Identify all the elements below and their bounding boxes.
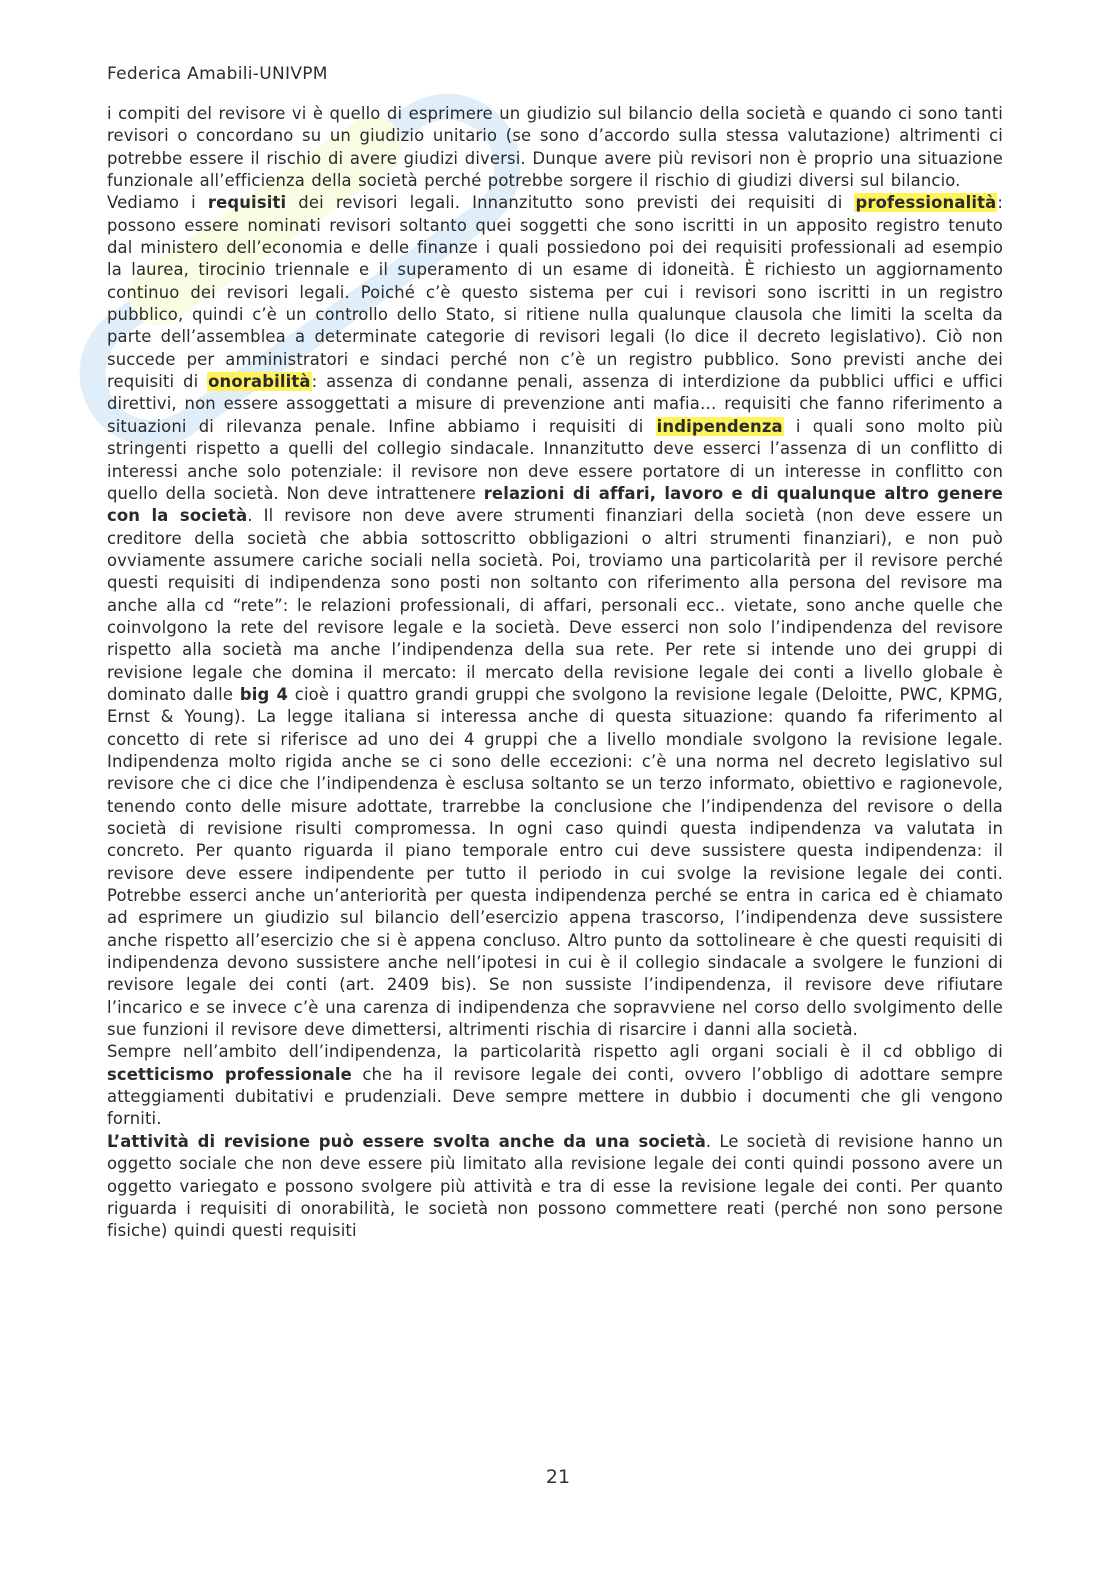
document-body [107, 103, 1003, 1243]
text-run: . Le società di revisione hanno un oggetto sociale che non deve essere più limitato alla revisione legale dei conti quindi possono avere un oggetto variegato e possono svolgere più attività e tra di esse la revisione legale dei conti. Per quanto riguarda i requisiti di onorabilità, le società non possono commettere reati (perché non sono persone fisiche) quindi questi requisiti [107, 1131, 1004, 1241]
paragraph [107, 1041, 1003, 1130]
bold-term: big 4 [239, 684, 289, 704]
paragraph [107, 1131, 1003, 1243]
text-run: i quali sono molto più stringenti rispetto a quelli del collegio sindacale. Innanzitutto deve esserci l’assenza di un conflitto di interessi anche solo potenziale: il revisore non deve essere portatore di un interesse in conflitto con quello della società. Non deve intrattenere [107, 416, 1003, 503]
text-run: Sempre nell’ambito dell’indipendenza, la particolarità rispetto agli organi sociali è il cd obbligo di [107, 1042, 1003, 1062]
text-run: i compiti del revisore vi è quello di esprimere un giudizio sul bilancio della società e quando ci sono tanti revisori o concordano su un giudizio unitario (se sono d’accordo sulla stessa valutazione) altrimenti ci potrebbe essere il rischio di avere giudizi diversi. Dunque avere più revisori non è proprio una situazione funzionale all’efficienza della società perché potrebbe sorgere il rischio di giudizi diversi sul bilancio. [107, 104, 1003, 191]
paragraph [107, 103, 1003, 192]
text-run: Vediamo i [107, 193, 208, 213]
highlighted-term: indipendenza [656, 416, 783, 436]
text-run: . Il revisore non deve avere strumenti finanziari della società (non deve essere un creditore della società che abbia sottoscritto obbligazioni o altri strumenti finanziari), e non può ovviamente assumere cariche sociali nella società. Poi, troviamo una particolarità per il revisore perché questi requisiti di indipendenza sono posti non soltanto con riferimento alla persona del revisore ma anche alla cd “rete”: le relazioni professionali, di affari, personali ecc.. vietate, sono anche quelle che coinvolgono la rete del revisore legale e la società. Deve esserci non solo l’indipendenza del revisore rispetto alla società ma anche l’indipendenza della sua rete. Per rete si intende uno dei gruppi di revisione legale che domina il mercato: il mercato della revisione legale dei conti a livello globale è dominato dalle [107, 506, 1003, 704]
bold-term: L’attività di revisione può essere svolta anche da una società [107, 1131, 706, 1151]
text-run: : assenza di condanne penali, assenza di interdizione da pubblici uffici e uffici direttivi, non essere assoggettati a misure di prevenzione anti mafia… requisiti che fanno riferimento a situazioni di rilevanza penale. Infine abbiamo i requisiti di [107, 372, 1003, 436]
highlighted-term: onorabilità [208, 372, 311, 392]
page-number: 21 [545, 1466, 571, 1488]
text-run: : possono essere nominati revisori soltanto quei soggetti che sono iscritti in un apposito registro tenuto dal ministero dell’economia e delle finanze i quali possiedono poi dei requisiti professionali ad esempio la laurea, tirocinio triennale e il superamento di un esame di idoneità. È richiesto un aggiornamento continuo dei revisori legali. Poiché c’è questo sistema per cui i revisori sono iscritti in un registro pubblico, quindi c’è un controllo dello Stato, si ritiene nulla qualunque clausola che limiti la scelta da parte dell’assemblea a determinate categorie di revisori legali (lo dice il decreto legislativo). Ciò non succede per amministratori e sindaci perché non c’è un registro pubblico. Sono previsti anche dei requisiti di [107, 193, 1003, 392]
bold-term: requisiti [207, 193, 287, 213]
bold-term: relazioni di affari, lavoro e di qualunque altro genere con la società [107, 483, 1003, 526]
document-header: Federica Amabili-UNIVPM [107, 64, 328, 84]
text-run: che ha il revisore legale dei conti, ovvero l’obbligo di adottare sempre atteggiamenti dubitativi e prudenziali. Deve sempre mettere in dubbio i documenti che gli vengono forniti. [107, 1064, 1003, 1129]
text-run: cioè i quattro grandi gruppi che svolgono la revisione legale (Deloitte, PWC, KPMG, Ernst & Young). La legge italiana si interessa anche di questa situazione: quando fa riferimento al concetto di rete si riferisce ad uno dei 4 gruppi che a livello mondiale svolgono la revisione legale. Indipendenza molto rigida anche se ci sono delle eccezioni: c’è una norma nel decreto legislativo sul revisore che ci dice che l’indipendenza è esclusa soltanto se un terzo informato, obiettivo e ragionevole, tenendo conto delle misure adottate, trarrebbe la conclusione che l’indipendenza del revisore o della società di revisione risulti compromessa. In ogni caso quindi questa indipendenza va valutata in concreto. Per quanto riguarda il piano temporale entro cui deve sussistere questa indipendenza: il revisore deve essere indipendente per tutto il periodo in cui svolge la revisione legale dei conti. Potrebbe esserci anche un’anteriorità per questa indipendenza perché se entra in carica ed è chiamato ad esprimere un giudizio sul bilancio dell’esercizio appena trascorso, l’indipendenza deve sussistere anche rispetto all’esercizio che si è appena concluso. Altro punto da sottolineare è che questi requisiti di indipendenza devono sussistere anche nell’ipotesi in cui è il collegio sindacale a svolgere le funzioni di revisore legale dei conti (art. 2409 bis). Se non sussiste l’indipendenza, il revisore deve rifiutare l’incarico e se invece c’è una carenza di indipendenza che sopravviene nel corso dello svolgimento delle sue funzioni il revisore deve dimettersi, altrimenti rischia di risarcire i danni alla società. [107, 684, 1004, 1040]
text-run: dei revisori legali. Innanzitutto sono previsti dei requisiti di [286, 193, 855, 213]
bold-term: scetticismo professionale [107, 1064, 352, 1084]
highlighted-term: professionalità [855, 193, 997, 213]
paragraph [107, 192, 1003, 1041]
